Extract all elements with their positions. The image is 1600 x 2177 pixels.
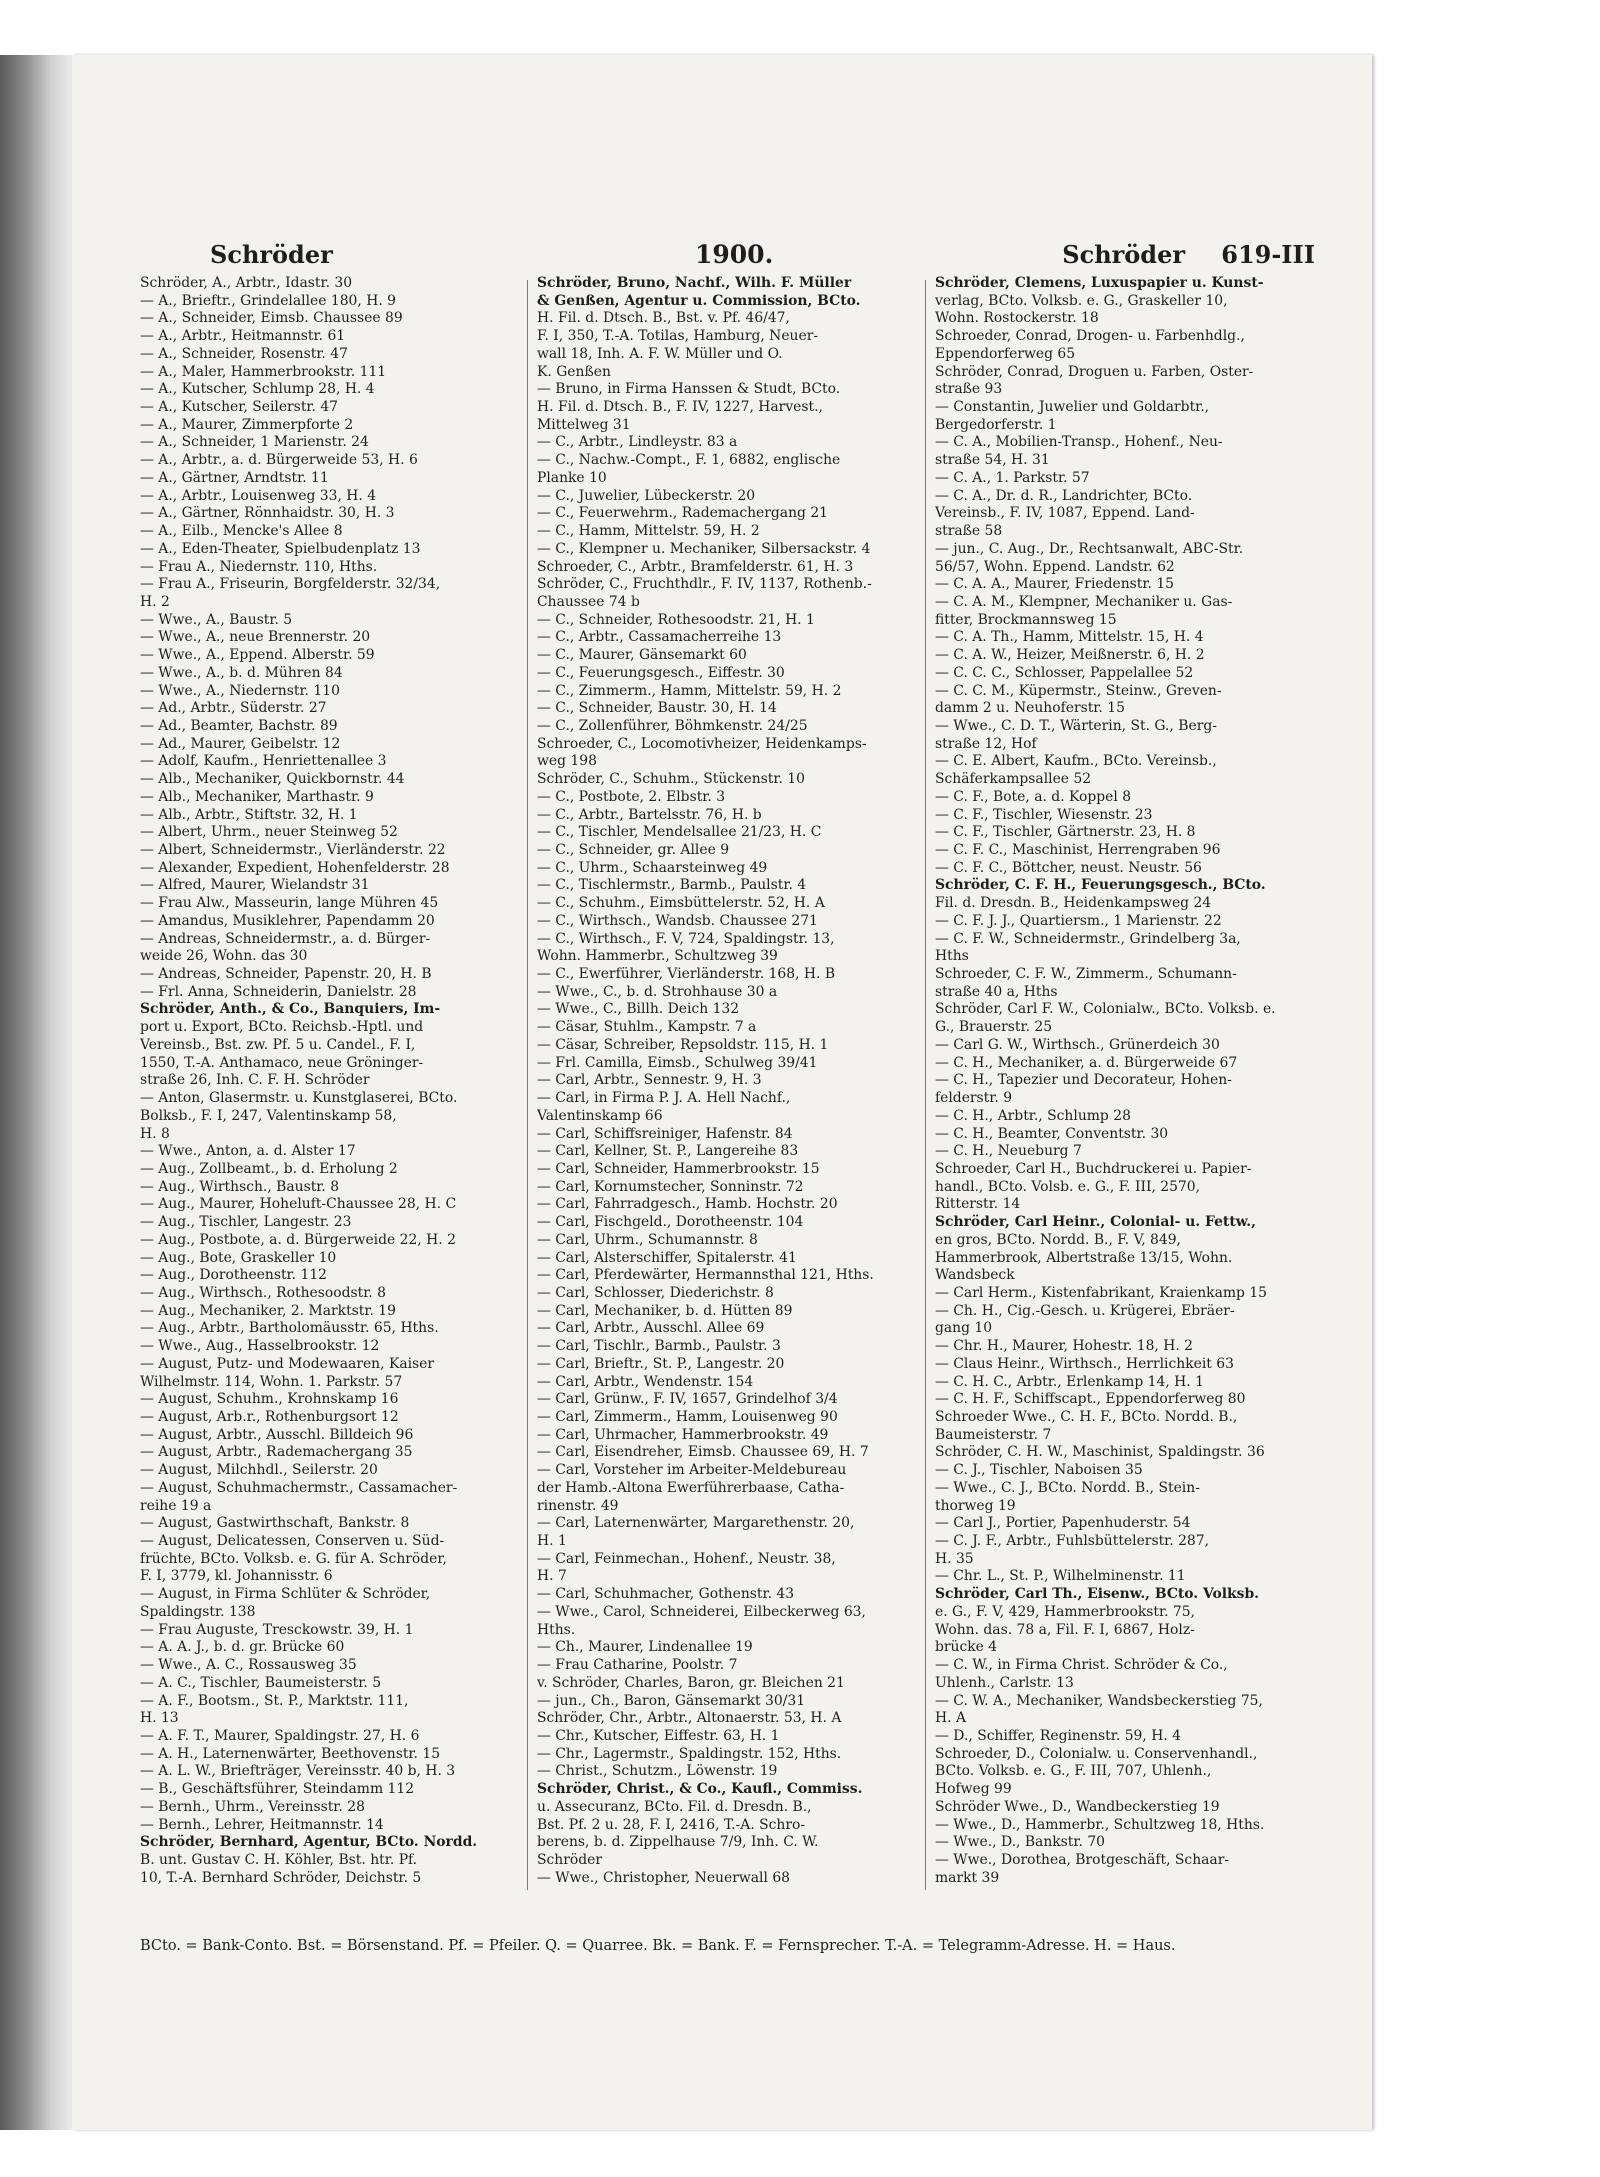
directory-entry: K. Genßen — [537, 363, 611, 380]
directory-entry: — C. E. Albert, Kaufm., BCto. Vereinsb., — [935, 753, 1217, 770]
directory-entry: — Carl, Uhrm., Schumannstr. 8 — [537, 1231, 758, 1248]
directory-entry: — Carl, Zimmerm., Hamm, Louisenweg 90 — [537, 1409, 838, 1425]
directory-entry: F. I, 350, T.-A. Totilas, Hamburg, Neuer- — [537, 328, 819, 345]
directory-entry: Hofweg 99 — [935, 1781, 1012, 1798]
directory-entry: Schröder, Christ., & Co., Kaufl., Commiss. — [537, 1781, 863, 1798]
directory-entry: Baumeisterstr. 7 — [935, 1426, 1052, 1443]
directory-entry: — Aug., Postbote, a. d. Bürgerweide 22, H. 2 — [140, 1231, 456, 1248]
directory-entry: — August, Putz- und Modewaaren, Kaiser — [140, 1355, 435, 1372]
directory-entry: — C. C. C., Schlosser, Pappelallee 52 — [935, 664, 1194, 681]
directory-entry: — Aug., Maurer, Hoheluft-Chaussee 28, H. C — [140, 1196, 457, 1213]
directory-entry: — C., Klempner u. Mechaniker, Silbersackstr. 4 — [537, 540, 871, 557]
directory-entry: — C. A. A., Maurer, Friedenstr. 15 — [935, 576, 1174, 593]
directory-entry: — Carl J., Portier, Papenhuderstr. 54 — [935, 1515, 1191, 1532]
directory-entry: — C., Zollenführer, Böhmkenstr. 24/25 — [537, 717, 808, 734]
directory-entry: — C. F. J. J., Quartiersm., 1 Marienstr. 22 — [935, 912, 1222, 929]
directory-entry: — Carl, Arbtr., Ausschl. Allee 69 — [537, 1320, 765, 1337]
directory-entry: — Aug., Arbtr., Bartholomäusstr. 65, Hths. — [140, 1320, 439, 1337]
directory-entry: — A., Eilb., Mencke's Allee 8 — [140, 523, 343, 540]
directory-entry: — A., Schneider, 1 Marienstr. 24 — [140, 434, 369, 451]
directory-entry: H. Fil. d. Dtsch. B., F. IV, 1227, Harvest., — [537, 399, 823, 416]
directory-entry: — C. H. F., Schiffscapt., Eppendorferweg 80 — [935, 1391, 1246, 1408]
directory-entry: — C. J., Tischler, Naboisen 35 — [935, 1462, 1143, 1479]
directory-entry: — Andreas, Schneidermstr., a. d. Bürger- — [140, 930, 431, 947]
directory-entry: F. I, 3779, kl. Johannisstr. 6 — [140, 1568, 333, 1585]
directory-entry: — Wwe., Dorothea, Brotgeschäft, Schaar- — [935, 1851, 1230, 1868]
directory-entry: 56/57, Wohn. Eppend. Landstr. 62 — [935, 558, 1175, 575]
directory-entry: verlag, BCto. Volksb. e. G., Graskeller 10, — [935, 292, 1228, 309]
directory-entry: — Cäsar, Schreiber, Repsoldstr. 115, H. 1 — [537, 1036, 829, 1053]
directory-entry: — Bernh., Uhrm., Vereinsstr. 28 — [140, 1798, 365, 1815]
directory-entry: — jun., C. Aug., Dr., Rechtsanwalt, ABC-Str. — [935, 540, 1244, 557]
directory-entry: — Chr. H., Maurer, Hohestr. 18, H. 2 — [935, 1338, 1194, 1355]
directory-entry: — Wwe., A., neue Brennerstr. 20 — [140, 629, 371, 646]
directory-entry: — Carl, in Firma P. J. A. Hell Nachf., — [537, 1090, 791, 1107]
directory-entry: — A., Arbtr., a. d. Bürgerweide 53, H. 6 — [140, 452, 418, 469]
directory-entry: — August, Arbtr., Ausschl. Billdeich 96 — [140, 1426, 414, 1443]
directory-entry: H. A — [935, 1710, 966, 1727]
directory-entry: — C., Arbtr., Lindleystr. 83 a — [537, 434, 738, 451]
directory-entry: — Bernh., Lehrer, Heitmannstr. 14 — [140, 1816, 384, 1833]
directory-entry: — August, Arbtr., Rademachergang 35 — [140, 1444, 413, 1461]
directory-entry: — Alb., Mechaniker, Quickbornstr. 44 — [140, 771, 405, 788]
directory-entry: — C. W., in Firma Christ. Schröder & Co., — [935, 1657, 1228, 1674]
directory-entry: — C. F., Tischler, Wiesenstr. 23 — [935, 806, 1153, 823]
directory-entry: — Constantin, Juwelier und Goldarbtr., — [935, 399, 1210, 416]
directory-entry: Schröder, Bruno, Nachf., Wilh. F. Müller — [537, 275, 852, 291]
directory-entry: — A. F. T., Maurer, Spaldingstr. 27, H. 6 — [140, 1727, 420, 1744]
directory-entry: — C. A., Dr. d. R., Landrichter, BCto. — [935, 487, 1193, 504]
directory-entry: — Carl, Fischgeld., Dorotheenstr. 104 — [537, 1214, 804, 1231]
directory-entry: Schröder, Bernhard, Agentur, BCto. Nordd. — [140, 1834, 478, 1851]
directory-entry: H. 8 — [140, 1125, 170, 1142]
directory-entry: — C., Arbtr., Cassamacherreihe 13 — [537, 629, 782, 646]
directory-entry: — Aug., Wirthsch., Rothesoodstr. 8 — [140, 1284, 386, 1301]
directory-entry: Schröder, Carl Th., Eisenw., BCto. Volksb. — [935, 1586, 1260, 1603]
directory-entry: — Wwe., C., b. d. Strohhause 30 a — [537, 983, 778, 1000]
directory-entry: Mittelweg 31 — [537, 416, 631, 433]
directory-entry: Schröder, C. H. W., Maschinist, Spaldingstr. 36 — [935, 1444, 1265, 1461]
directory-entry: H. 35 — [935, 1550, 974, 1567]
directory-entry: — August, Arb.r., Rothenburgsort 12 — [140, 1409, 399, 1425]
directory-entry: — A., Brieftr., Grindelallee 180, H. 9 — [140, 292, 397, 309]
directory-entry: — Frau A., Friseurin, Borgfelderstr. 32/34, — [140, 576, 441, 593]
directory-entry: & Genßen, Agentur u. Commission, BCto. — [537, 292, 861, 309]
directory-entry: Vereinsb., Bst. zw. Pf. 5 u. Candel., F. I, — [140, 1036, 416, 1053]
directory-entry: — Frau Catharine, Poolstr. 7 — [537, 1657, 738, 1674]
directory-entry: weg 198 — [537, 753, 597, 770]
directory-entry: — Aug., Dorotheenstr. 112 — [140, 1267, 328, 1284]
header-left-name: Schröder — [210, 240, 333, 269]
column-divider — [925, 280, 926, 1890]
directory-entry: felderstr. 9 — [935, 1090, 1013, 1107]
directory-entry: Wohn. das. 78 a, Fil. F. I, 6867, Holz- — [935, 1621, 1195, 1638]
directory-entry: Schroeder, D., Colonialw. u. Conservenhandl., — [935, 1745, 1258, 1762]
directory-entry: — Ch. H., Cig.-Gesch. u. Krügerei, Ebräer- — [935, 1302, 1235, 1319]
directory-entry: — Bruno, in Firma Hanssen & Studt, BCto. — [537, 381, 841, 398]
directory-entry: — C., Ewerführer, Vierländerstr. 168, H. B — [537, 966, 836, 983]
directory-entry: — A., Kutscher, Seilerstr. 47 — [140, 399, 339, 416]
directory-entry: — Ch., Maurer, Lindenallee 19 — [537, 1639, 753, 1656]
directory-entry: Schroeder, C., Arbtr., Bramfelderstr. 61, H. 3 — [537, 558, 854, 575]
directory-entry: H. 13 — [140, 1710, 179, 1727]
directory-entry: — Carl, Schneider, Hammerbrookstr. 15 — [537, 1160, 820, 1177]
directory-entry: Schröder, A., Arbtr., Idastr. 30 — [140, 275, 353, 291]
directory-entry: — Chr., Lagermstr., Spaldingstr. 152, Hths. — [537, 1745, 842, 1762]
directory-entry: — Wwe., A., Niedernstr. 110 — [140, 682, 340, 699]
directory-entry: — August, Schuhmachermstr., Cassamacher- — [140, 1479, 458, 1496]
directory-entry: damm 2 u. Neuhoferstr. 15 — [935, 700, 1125, 717]
directory-entry: — jun., Ch., Baron, Gänsemarkt 30/31 — [537, 1692, 806, 1709]
directory-entry: — Wwe., D., Hammerbr., Schultzweg 18, Hths. — [935, 1816, 1265, 1833]
directory-entry: — C. F. W., Schneidermstr., Grindelberg 3a, — [935, 930, 1241, 947]
directory-entry: — C., Tischler, Mendelsallee 21/23, H. C — [537, 824, 822, 841]
directory-entry: — C., Zimmerm., Hamm, Mittelstr. 59, H. 2 — [537, 682, 842, 699]
directory-entry: Schröder, C. F. H., Feuerungsgesch., BCto. — [935, 877, 1266, 894]
directory-entry: — Ad., Arbtr., Süderstr. 27 — [140, 700, 327, 717]
directory-entry: — Wwe., A., b. d. Mühren 84 — [140, 664, 343, 681]
directory-entry: — Carl, Eisendreher, Eimsb. Chaussee 69, H. 7 — [537, 1444, 869, 1461]
directory-entry: — C., Postbote, 2. Elbstr. 3 — [537, 788, 726, 805]
directory-entry: — Carl, Kornumstecher, Sonninstr. 72 — [537, 1178, 804, 1195]
directory-entry: straße 26, Inh. C. F. H. Schröder — [140, 1072, 370, 1089]
abbreviation-legend: BCto. = Bank-Conto. Bst. = Börsenstand. Pf. = Pfeiler. Q. = Quarree. Bk. = Bank. F. = Fernsprecher. T.-A. = Telegramm-Adresse. H. = Haus. — [140, 1938, 1176, 1954]
directory-entry: Bergedorferstr. 1 — [935, 416, 1057, 433]
directory-entry: e. G., F. V, 429, Hammerbrookstr. 75, — [935, 1603, 1195, 1620]
directory-entry: Schröder, Carl F. W., Colonialw., BCto. Volksb. e. — [935, 1001, 1276, 1018]
directory-entry: — Aug., Zollbeamt., b. d. Erholung 2 — [140, 1160, 398, 1177]
directory-entry: — Aug., Wirthsch., Baustr. 8 — [140, 1178, 340, 1195]
directory-entry: — C. F., Bote, a. d. Koppel 8 — [935, 788, 1132, 805]
directory-entry: — Carl G. W., Wirthsch., Grünerdeich 30 — [935, 1036, 1220, 1053]
directory-entry: — C. A. Th., Hamm, Mittelstr. 15, H. 4 — [935, 629, 1204, 646]
directory-entry: — August, in Firma Schlüter & Schröder, — [140, 1586, 431, 1603]
directory-entry: straße 40 a, Hths — [935, 983, 1058, 1000]
directory-column-3 — [935, 275, 1313, 1887]
directory-entry: Chaussee 74 b — [537, 593, 640, 610]
directory-entry: — C. A., Mobilien-Transp., Hohenf., Neu- — [935, 434, 1223, 451]
header-right-name: Schröder — [1062, 240, 1185, 269]
directory-entry: Schröder, C., Fruchthdlr., F. IV, 1137, Rothenb.- — [537, 576, 872, 593]
directory-entry: — C. A. M., Klempner, Mechaniker u. Gas- — [935, 593, 1233, 610]
directory-entry: — Carl, Schlosser, Diederichstr. 8 — [537, 1284, 774, 1301]
directory-entry: Schroeder, Conrad, Drogen- u. Farbenhdlg., — [935, 328, 1245, 345]
directory-entry: H. Fil. d. Dtsch. B., Bst. v. Pf. 46/47, — [537, 310, 790, 327]
directory-entry: — Ad., Beamter, Bachstr. 89 — [140, 717, 338, 734]
directory-entry: Schroeder, C., Locomotivheizer, Heidenkamps- — [537, 735, 867, 752]
directory-entry: früchte, BCto. Volksb. e. G. für A. Schröder, — [140, 1550, 447, 1567]
directory-entry: — C. F. C., Böttcher, neust. Neustr. 56 — [935, 859, 1202, 876]
directory-column-1 — [140, 275, 518, 1887]
directory-entry: BCto. Volksb. e. G., F. III, 707, Uhlenh., — [935, 1763, 1212, 1780]
directory-entry: — Frau Auguste, Tresckowstr. 39, H. 1 — [140, 1621, 414, 1638]
directory-entry: — Frl. Camilla, Eimsb., Schulweg 39/41 — [537, 1054, 818, 1071]
directory-entry: — Andreas, Schneider, Papenstr. 20, H. B — [140, 966, 432, 983]
directory-entry: — Carl, Uhrmacher, Hammerbrookstr. 49 — [537, 1426, 829, 1443]
directory-entry: — C. C. M., Küpermstr., Steinw., Greven- — [935, 682, 1222, 699]
directory-entry: Schröder Wwe., D., Wandbeckerstieg 19 — [935, 1798, 1220, 1815]
directory-entry: — Frau A., Niedernstr. 110, Hths. — [140, 558, 378, 575]
directory-entry: — Carl, Vorsteher im Arbeiter-Meldebureau — [537, 1462, 847, 1479]
column-divider — [527, 280, 528, 1890]
directory-entry: v. Schröder, Charles, Baron, gr. Bleichen 21 — [537, 1674, 845, 1691]
directory-entry: — Cäsar, Stuhlm., Kampstr. 7 a — [537, 1019, 757, 1036]
directory-entry: Schäferkampsallee 52 — [935, 771, 1092, 788]
directory-entry: Wohn. Rostockerstr. 18 — [935, 310, 1099, 327]
directory-entry: Schröder, Anth., & Co., Banquiers, Im- — [140, 1001, 441, 1018]
directory-entry: u. Assecuranz, BCto. Fil. d. Dresdn. B., — [537, 1798, 812, 1815]
directory-entry: — Alfred, Maurer, Wielandstr 31 — [140, 877, 370, 894]
directory-entry: — Carl, Schuhmacher, Gothenstr. 43 — [537, 1586, 795, 1603]
directory-entry: — Wwe., C. D. T., Wärterin, St. G., Berg- — [935, 717, 1217, 734]
directory-entry: — A., Eden-Theater, Spielbudenplatz 13 — [140, 540, 421, 557]
directory-entry: — Amandus, Musiklehrer, Papendamm 20 — [140, 912, 435, 929]
directory-entry: — C. H., Arbtr., Schlump 28 — [935, 1107, 1131, 1124]
directory-entry: en gros, BCto. Nordd. B., F. V, 849, — [935, 1231, 1181, 1248]
directory-entry: — C., Maurer, Gänsemarkt 60 — [537, 647, 747, 664]
directory-entry: Hths — [935, 948, 969, 965]
directory-entry: — B., Geschäftsführer, Steindamm 112 — [140, 1781, 415, 1798]
directory-entry: — August, Milchhdl., Seilerstr. 20 — [140, 1462, 378, 1479]
directory-entry: — Carl, Pferdewärter, Hermannsthal 121, Hths. — [537, 1267, 874, 1284]
directory-entry: — Carl, Arbtr., Sennestr. 9, H. 3 — [537, 1072, 762, 1089]
directory-entry: — C., Uhrm., Schaarsteinweg 49 — [537, 859, 768, 876]
directory-entry: — August, Gastwirthschaft, Bankstr. 8 — [140, 1515, 410, 1532]
directory-entry: — Carl, Laternenwärter, Margarethenstr. 20, — [537, 1515, 855, 1532]
directory-entry: G., Brauerstr. 25 — [935, 1019, 1053, 1036]
directory-entry: — Aug., Bote, Graskeller 10 — [140, 1249, 337, 1266]
directory-entry: — C. H., Beamter, Conventstr. 30 — [935, 1125, 1169, 1142]
directory-entry: — C., Schuhm., Eimsbüttelerstr. 52, H. A — [537, 895, 825, 912]
directory-entry: Wilhelmstr. 114, Wohn. 1. Parkstr. 57 — [140, 1373, 403, 1390]
directory-entry: Schröder, Clemens, Luxuspapier u. Kunst- — [935, 275, 1264, 291]
directory-entry: Schröder, Conrad, Droguen u. Farben, Oster- — [935, 363, 1254, 380]
directory-entry: — Claus Heinr., Wirthsch., Herrlichkeit 63 — [935, 1355, 1234, 1372]
directory-entry: Wohn. Hammerbr., Schultzweg 39 — [537, 948, 778, 965]
directory-entry: — A. F., Bootsm., St. P., Marktstr. 111, — [140, 1692, 409, 1709]
directory-entry: — August, Schuhm., Krohnskamp 16 — [140, 1391, 399, 1408]
directory-entry: — C., Nachw.-Compt., F. 1, 6882, englische — [537, 452, 841, 469]
directory-entry: Schroeder, Carl H., Buchdruckerei u. Papier- — [935, 1160, 1252, 1177]
directory-entry: Hammerbrook, Albertstraße 13/15, Wohn. — [935, 1249, 1233, 1266]
directory-entry: Bst. Pf. 2 u. 28, F. I, 2416, T.-A. Schro- — [537, 1816, 806, 1833]
directory-entry: — C. A., 1. Parkstr. 57 — [935, 469, 1090, 486]
directory-entry: — Carl, Kellner, St. P., Langereihe 83 — [537, 1143, 799, 1160]
page-number: 619-III — [1221, 240, 1315, 269]
directory-entry: — C., Feuerwehrm., Rademachergang 21 — [537, 505, 829, 522]
directory-entry: — Adolf, Kaufm., Henriettenallee 3 — [140, 753, 387, 770]
directory-entry: straße 93 — [935, 381, 1003, 398]
directory-entry: — D., Schiffer, Reginenstr. 59, H. 4 — [935, 1727, 1181, 1744]
directory-entry: — A. H., Laternenwärter, Beethovenstr. 15 — [140, 1745, 441, 1762]
directory-entry: Wandsbeck — [935, 1267, 1015, 1284]
directory-entry: gang 10 — [935, 1320, 993, 1337]
directory-entry: — Alexander, Expedient, Hohenfelderstr. 28 — [140, 859, 450, 876]
directory-entry: — C. H. C., Arbtr., Erlenkamp 14, H. 1 — [935, 1373, 1204, 1390]
directory-entry: 10, T.-A. Bernhard Schröder, Deichstr. 5 — [140, 1869, 422, 1886]
directory-entry: — A., Maurer, Zimmerpforte 2 — [140, 416, 354, 433]
directory-entry: Uhlenh., Carlstr. 13 — [935, 1674, 1074, 1691]
directory-entry: — A., Gärtner, Arndtstr. 11 — [140, 469, 329, 486]
directory-entry: straße 54, H. 31 — [935, 452, 1050, 469]
directory-entry: — August, Delicatessen, Conserven u. Süd- — [140, 1533, 445, 1550]
directory-entry: Planke 10 — [537, 469, 607, 486]
directory-entry: — C., Wirthsch., F. V, 724, Spaldingstr. 13, — [537, 930, 835, 947]
directory-entry: Schroeder, C. F. W., Zimmerm., Schumann- — [935, 966, 1237, 983]
directory-entry: straße 58 — [935, 523, 1003, 540]
directory-entry: — A. C., Tischler, Baumeisterstr. 5 — [140, 1674, 382, 1691]
directory-entry: — Aug., Mechaniker, 2. Marktstr. 19 — [140, 1302, 396, 1319]
directory-entry: — Christ., Schutzm., Löwenstr. 19 — [537, 1763, 778, 1780]
directory-entry: straße 12, Hof — [935, 735, 1037, 752]
directory-entry: — A., Maler, Hammerbrookstr. 111 — [140, 363, 387, 380]
header-year: 1900. — [695, 240, 774, 269]
directory-entry: reihe 19 a — [140, 1497, 212, 1514]
directory-entry: — Wwe., A., Baustr. 5 — [140, 611, 293, 628]
directory-entry: — A., Kutscher, Schlump 28, H. 4 — [140, 381, 375, 398]
directory-entry: — Anton, Glasermstr. u. Kunstglaserei, BCto. — [140, 1090, 458, 1107]
directory-entry: — A., Schneider, Rosenstr. 47 — [140, 345, 348, 362]
directory-column-2 — [537, 275, 915, 1887]
directory-entry: — Wwe., Carol, Schneiderei, Eilbeckerweg 63, — [537, 1603, 866, 1620]
directory-entry: Schröder, C., Schuhm., Stückenstr. 10 — [537, 771, 805, 788]
directory-entry: — A., Arbtr., Louisenweg 33, H. 4 — [140, 487, 377, 504]
directory-entry: — C., Schneider, Rothesoodstr. 21, H. 1 — [537, 611, 815, 628]
directory-entry: — C., Schneider, gr. Allee 9 — [537, 842, 730, 858]
directory-entry: — Carl, Feinmechan., Hohenf., Neustr. 38, — [537, 1550, 836, 1567]
directory-entry: — Wwe., D., Bankstr. 70 — [935, 1834, 1106, 1851]
directory-entry: — A., Arbtr., Heitmannstr. 61 — [140, 328, 346, 345]
directory-entry: — A., Schneider, Eimsb. Chaussee 89 — [140, 310, 403, 327]
directory-entry: — Wwe., C. J., BCto. Nordd. B., Stein- — [935, 1479, 1200, 1496]
directory-entry: — Carl Herm., Kistenfabrikant, Kraienkamp 15 — [935, 1284, 1268, 1301]
directory-entry: — C., Wirthsch., Wandsb. Chaussee 271 — [537, 912, 818, 929]
directory-entry: port u. Export, BCto. Reichsb.-Hptl. und — [140, 1019, 424, 1036]
directory-entry: — C., Schneider, Baustr. 30, H. 14 — [537, 700, 777, 717]
directory-entry: — C. W. A., Mechaniker, Wandsbeckerstieg 75, — [935, 1692, 1263, 1709]
directory-entry: brücke 4 — [935, 1639, 998, 1656]
directory-entry: — Carl, Schiffsreiniger, Hafenstr. 84 — [537, 1125, 793, 1142]
directory-entry: — Albert, Schneidermstr., Vierländerstr. 22 — [140, 842, 446, 858]
directory-entry: Eppendorferweg 65 — [935, 345, 1076, 362]
directory-entry: Schröder — [537, 1851, 602, 1868]
directory-entry: — C., Tischlermstr., Barmb., Paulstr. 4 — [537, 877, 807, 894]
directory-entry: markt 39 — [935, 1869, 1000, 1886]
directory-entry: — C. H., Tapezier und Decorateur, Hohen- — [935, 1072, 1232, 1089]
directory-entry: — Carl, Mechaniker, b. d. Hütten 89 — [537, 1302, 793, 1319]
directory-entry: 1550, T.-A. Anthamaco, neue Gröninger- — [140, 1054, 424, 1071]
directory-entry: — Frl. Anna, Schneiderin, Danielstr. 28 — [140, 983, 417, 1000]
directory-entry: — C., Juwelier, Lübeckerstr. 20 — [537, 487, 756, 504]
directory-entry: — Carl, Fahrradgesch., Hamb. Hochstr. 20 — [537, 1196, 838, 1213]
directory-entry: — C., Feuerungsgesch., Eiffestr. 30 — [537, 664, 785, 681]
directory-entry: Valentinskamp 66 — [537, 1107, 663, 1124]
directory-entry: Schröder, Chr., Arbtr., Altonaerstr. 53, H. A — [537, 1710, 842, 1727]
directory-entry: — A. L. W., Briefträger, Vereinsstr. 40 b, H. 3 — [140, 1763, 456, 1780]
directory-entry: — C. H., Mechaniker, a. d. Bürgerweide 67 — [935, 1054, 1238, 1071]
directory-entry: — C. F., Tischler, Gärtnerstr. 23, H. 8 — [935, 824, 1196, 841]
directory-entry: — Wwe., C., Billh. Deich 132 — [537, 1001, 740, 1018]
directory-entry: weide 26, Wohn. das 30 — [140, 948, 308, 965]
directory-entry: rinenstr. 49 — [537, 1497, 619, 1514]
directory-entry: Spaldingstr. 138 — [140, 1603, 256, 1620]
directory-entry: — Wwe., Anton, a. d. Alster 17 — [140, 1143, 356, 1160]
directory-entry: — Wwe., A., Eppend. Alberstr. 59 — [140, 647, 375, 664]
directory-entry: — Wwe., Aug., Hasselbrookstr. 12 — [140, 1338, 380, 1355]
directory-entry: — Albert, Uhrm., neuer Steinweg 52 — [140, 824, 398, 841]
directory-entry: — C. A. W., Heizer, Meißnerstr. 6, H. 2 — [935, 647, 1205, 664]
directory-entry: — Alb., Mechaniker, Marthastr. 9 — [140, 788, 374, 805]
directory-entry: Vereinsb., F. IV, 1087, Eppend. Land- — [935, 505, 1195, 522]
page-header — [140, 240, 1315, 276]
directory-entry: berens, b. d. Zippelhause 7/9, Inh. C. W. — [537, 1834, 819, 1851]
directory-entry: Bolksb., F. I, 247, Valentinskamp 58, — [140, 1107, 397, 1124]
directory-entry: — C., Arbtr., Bartelsstr. 76, H. b — [537, 806, 762, 823]
directory-entry: — C. J. F., Arbtr., Fuhlsbüttelerstr. 287, — [935, 1533, 1210, 1550]
directory-entry: Schröder, Carl Heinr., Colonial- u. Fettw., — [935, 1214, 1256, 1231]
directory-entry: — Carl, Alsterschiffer, Spitalerstr. 41 — [537, 1249, 797, 1266]
directory-entry: — Carl, Grünw., F. IV, 1657, Grindelhof 3/4 — [537, 1391, 838, 1408]
directory-entry: — Carl, Arbtr., Wendenstr. 154 — [537, 1373, 754, 1390]
directory-entry: — Carl, Brieftr., St. P., Langestr. 20 — [537, 1355, 785, 1372]
directory-entry: — Ad., Maurer, Geibelstr. 12 — [140, 735, 341, 752]
directory-entry: wall 18, Inh. A. F. W. Müller und O. — [537, 345, 783, 362]
directory-entry: — Chr., Kutscher, Eiffestr. 63, H. 1 — [537, 1727, 780, 1744]
directory-entry: der Hamb.-Altona Ewerführerbaase, Catha- — [537, 1479, 845, 1496]
directory-entry: — C., Hamm, Mittelstr. 59, H. 2 — [537, 523, 760, 540]
directory-entry: handl., BCto. Volsb. e. G., F. III, 2570, — [935, 1178, 1201, 1195]
directory-entry: — Carl, Tischlr., Barmb., Paulstr. 3 — [537, 1338, 781, 1355]
directory-entry: B. unt. Gustav C. H. Köhler, Bst. htr. Pf. — [140, 1851, 418, 1868]
directory-entry: thorweg 19 — [935, 1497, 1016, 1514]
directory-entry: — Chr. L., St. P., Wilhelminenstr. 11 — [935, 1568, 1186, 1585]
directory-entry: — C. H., Neueburg 7 — [935, 1143, 1082, 1160]
directory-entry: fitter, Brockmannsweg 15 — [935, 611, 1117, 628]
directory-entry: — A., Gärtner, Rönnhaidstr. 30, H. 3 — [140, 505, 395, 522]
directory-entry: Ritterstr. 14 — [935, 1196, 1021, 1213]
directory-entry: Schroeder Wwe., C. H. F., BCto. Nordd. B., — [935, 1409, 1238, 1425]
directory-entry: — Wwe., A. C., Rossausweg 35 — [140, 1657, 357, 1674]
directory-entry: — Alb., Arbtr., Stiftstr. 32, H. 1 — [140, 806, 358, 823]
directory-entry: — A. A. J., b. d. gr. Brücke 60 — [140, 1639, 345, 1656]
directory-entry: — Wwe., Christopher, Neuerwall 68 — [537, 1869, 791, 1886]
book-binding-shadow — [0, 55, 72, 2130]
directory-entry: H. 7 — [537, 1568, 567, 1585]
directory-entry: Hths. — [537, 1621, 576, 1638]
directory-entry: H. 2 — [140, 593, 170, 610]
directory-entry: — Aug., Tischler, Langestr. 23 — [140, 1214, 352, 1231]
directory-entry: — C. F. C., Maschinist, Herrengraben 96 — [935, 842, 1221, 858]
directory-entry: — Frau Alw., Masseurin, lange Mühren 45 — [140, 895, 439, 912]
directory-entry: H. 1 — [537, 1533, 567, 1550]
directory-entry: Fil. d. Dresdn. B., Heidenkampsweg 24 — [935, 895, 1212, 912]
